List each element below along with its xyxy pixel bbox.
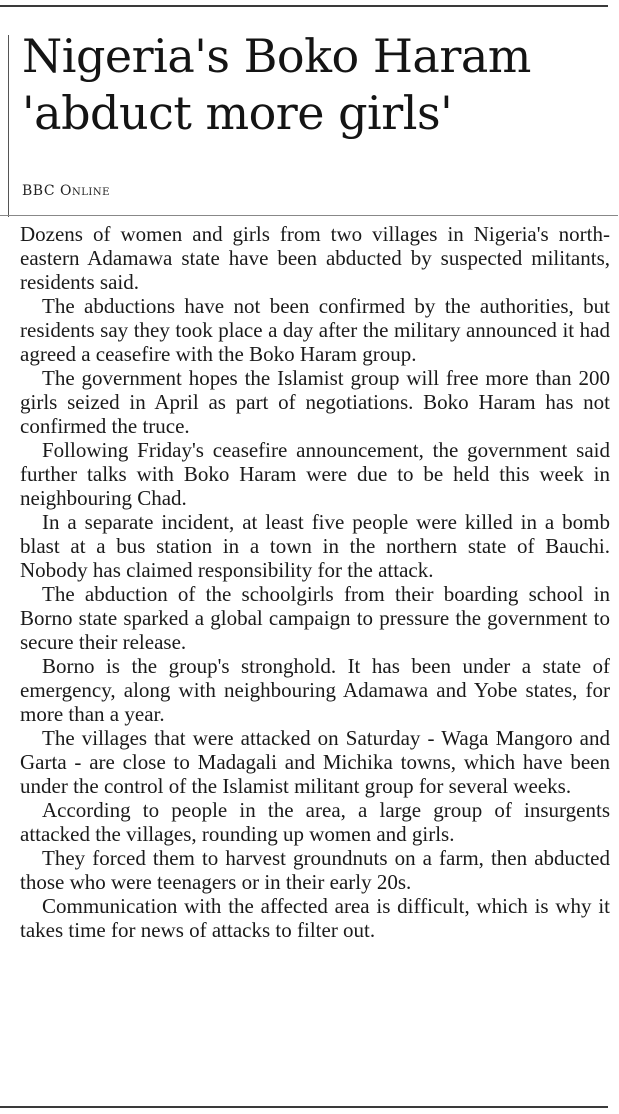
paragraph-10: They forced them to harvest groundnuts on a farm, then abducted those who were teenagers or in their early 20s. xyxy=(20,846,610,894)
paragraph-7: Borno is the group's stronghold. It has been under a state of emergency, along with neighbouring Adamawa and Yobe states, for more than a year. xyxy=(20,654,610,726)
article-body xyxy=(20,222,610,942)
headline-side-rule xyxy=(8,35,9,217)
paragraph-4: Following Friday's ceasefire announcement, the government said further talks with Boko Haram were due to be held this week in neighbouring Chad. xyxy=(20,438,610,510)
byline: BBC Online xyxy=(22,183,110,199)
paragraph-3: The government hopes the Islamist group will free more than 200 girls seized in April as part of negotiations. Boko Haram has not confirmed the truce. xyxy=(20,366,610,438)
headline-line-2: 'abduct more girls' xyxy=(22,86,453,140)
byline-rule xyxy=(0,215,618,216)
bottom-rule xyxy=(0,1106,608,1108)
paragraph-5: In a separate incident, at least five people were killed in a bomb blast at a bus station in a town in the northern state of Bauchi. Nobody has claimed responsibility for the attack. xyxy=(20,510,610,582)
paragraph-6: The abduction of the schoolgirls from their boarding school in Borno state sparked a global campaign to pressure the government to secure their release. xyxy=(20,582,610,654)
paragraph-9: According to people in the area, a large group of insurgents attacked the villages, rounding up women and girls. xyxy=(20,798,610,846)
headline-line-1: Nigeria's Boko Haram xyxy=(22,29,531,83)
paragraph-11: Communication with the affected area is difficult, which is why it takes time for news of attacks to filter out. xyxy=(20,894,610,942)
paragraph-8: The villages that were attacked on Saturday - Waga Mangoro and Garta - are close to Madagali and Michika towns, which have been under the control of the Islamist militant group for several weeks. xyxy=(20,726,610,798)
paragraph-2: The abductions have not been confirmed by the authorities, but residents say they took place a day after the military announced it had agreed a ceasefire with the Boko Haram group. xyxy=(20,294,610,366)
top-rule xyxy=(0,5,608,7)
paragraph-1: Dozens of women and girls from two villages in Nigeria's north-eastern Adamawa state have been abducted by suspected militants, residents said. xyxy=(20,222,610,294)
headline xyxy=(22,28,616,142)
